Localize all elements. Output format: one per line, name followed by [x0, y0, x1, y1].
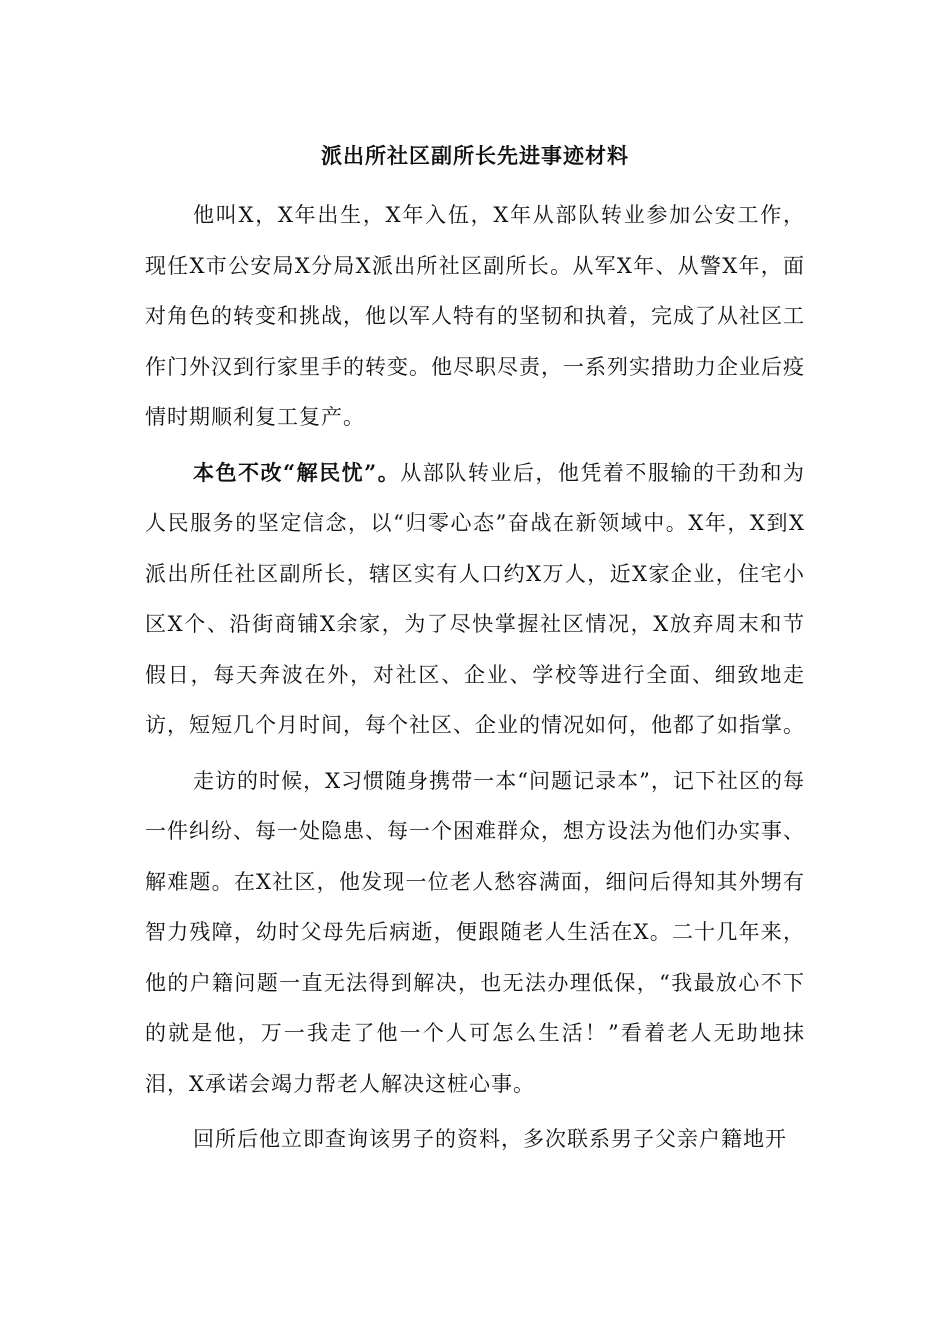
paragraph-text: 回所后他立即查询该男子的资料，多次联系男子父亲户籍地开 — [193, 1127, 787, 1151]
paragraph-3 — [145, 756, 805, 1110]
paragraph-4 — [145, 1114, 805, 1165]
paragraph-1 — [145, 190, 805, 443]
paragraph-lead-heading: 本色不改“解民忧”。 — [193, 459, 401, 485]
paragraph-text: 他叫X，X年出生，X年入伍，X年从部队转业参加公安工作，现任X市公安局X分局X派出所社区副所长。从军X年、从警X年，面对角色的转变和挑战，他以军人特有的坚韧和执着，完成了从社区工作门外汉到行家里手的转变。他尽职尽责，一系列实措助力企业后疫情时期顺利复工复产。 — [145, 203, 805, 429]
paragraph-text: 走访的时候，X习惯随身携带一本“问题记录本”，记下社区的每一件纠纷、每一处隐患、每一个困难群众，想方设法为他们办实事、解难题。在X社区，他发现一位老人愁容满面，细问后得知其外甥有智力残障，幼时父母先后病逝，便跟随老人生活在X。二十几年来，他的户籍问题一直无法得到解决，也无法办理低保，“我最放心不下的就是他，万一我走了他一个人可怎么生活！”看着老人无助地抹泪，X承诺会竭力帮老人解决这桩心事。 — [145, 768, 805, 1096]
paragraph-text: 从部队转业后，他凭着不服输的干劲和为人民服务的坚定信念，以“归零心态”奋战在新领域中。X年，X到X派出所任社区副所长，辖区实有人口约X万人，近X家企业，住宅小区X个、沿街商铺X余家，为了尽快掌握社区情况，X放弃周末和节假日，每天奔波在外，对社区、企业、学校等进行全面、细致地走访，短短几个月时间，每个社区、企业的情况如何，他都了如指掌。 — [145, 460, 805, 737]
document-body — [145, 190, 805, 1170]
paragraph-2 — [145, 448, 805, 751]
document-title: 派出所社区副所长先进事迹材料 — [321, 143, 629, 168]
